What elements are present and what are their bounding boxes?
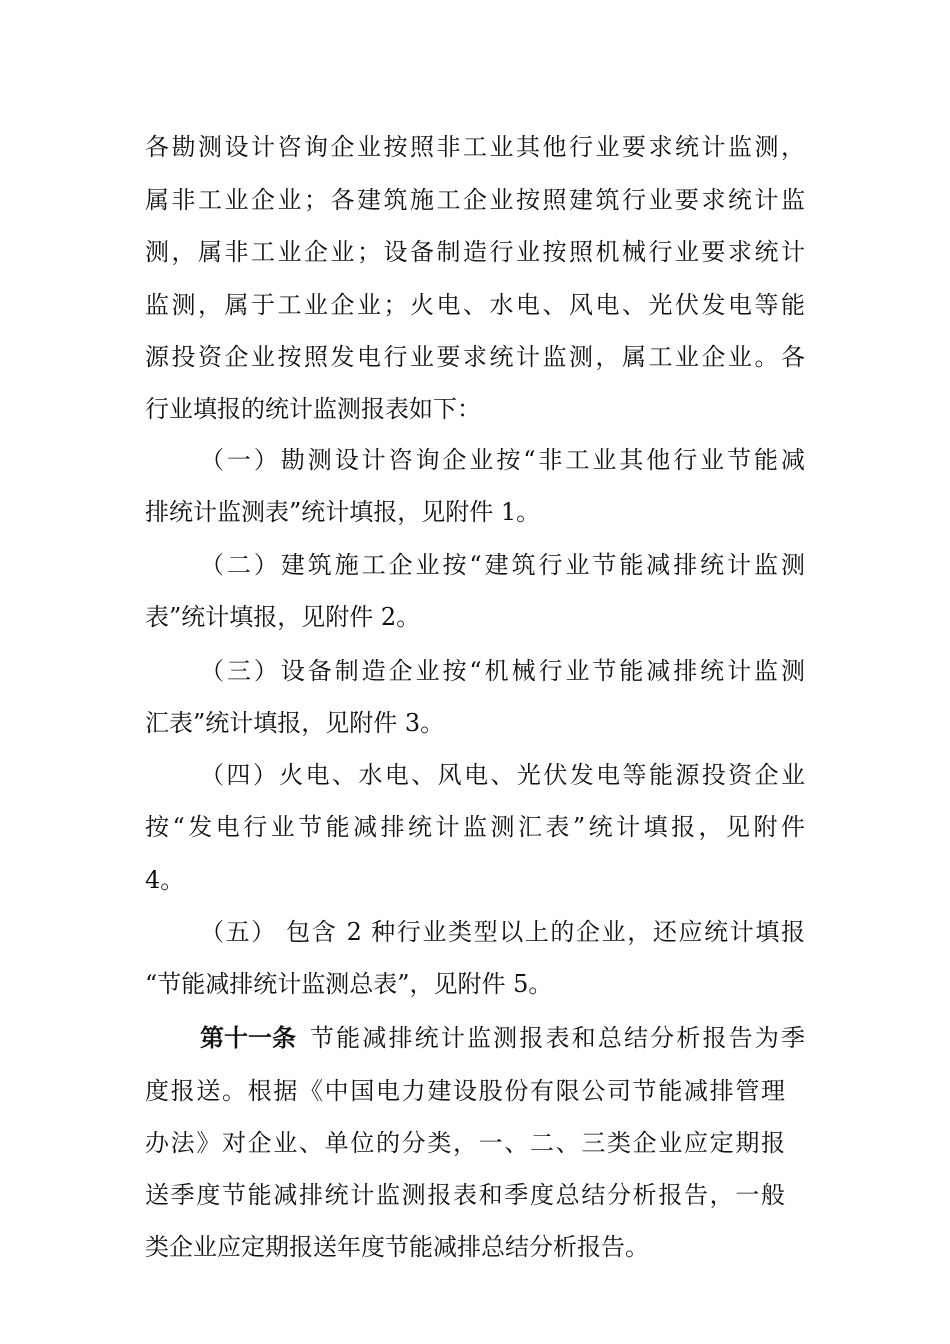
item-5-line-2: “节能减排统计监测总表”，见附件 5。: [145, 970, 553, 998]
item-4-line-2: 按“发电行业节能减排统计监测汇表”统计填报，见附件: [145, 813, 805, 841]
item-3-line-1: （三）设备制造企业按“机械行业节能减排统计监测: [200, 657, 805, 685]
article-line-2: 度报送。根据《中国电力建设股份有限公司节能减排管理: [145, 1077, 785, 1105]
article-line-5: 类企业应定期报送年度节能减排总结分析报告。: [145, 1233, 649, 1261]
item-2-line-1: （二）建筑施工企业按“建筑行业节能减排统计监测: [200, 551, 805, 579]
item-4-line-1: （四）火电、水电、风电、光伏发电等能源投资企业: [200, 761, 805, 789]
item-4-line-3: 4。: [145, 866, 185, 894]
paragraph-line-2: 属非工业企业；各建筑施工企业按照建筑行业要求统计监: [145, 186, 805, 214]
article-label: 第十一条: [200, 1024, 296, 1052]
article-line-1: 节能减排统计监测报表和总结分析报告为季: [310, 1024, 805, 1052]
item-3-line-2: 汇表”统计填报，见附件 3。: [145, 709, 445, 737]
item-1-line-2: 排统计监测表”统计填报，见附件 1。: [145, 498, 541, 526]
paragraph-line-5: 源投资企业按照发电行业要求统计监测，属工业企业。各: [145, 343, 805, 371]
paragraph-line-1: 各勘测设计咨询企业按照非工业其他行业要求统计监测，: [145, 133, 805, 161]
item-2-line-2: 表”统计填报，见附件 2。: [145, 603, 421, 631]
paragraph-line-3: 测，属非工业企业；设备制造行业按照机械行业要求统计: [145, 238, 805, 266]
article-line-3: 办法》对企业、单位的分类，一、二、三类企业应定期报: [145, 1129, 785, 1157]
item-1-line-1: （一）勘测设计咨询企业按“非工业其他行业节能减: [200, 446, 805, 474]
paragraph-line-6: 行业填报的统计监测报表如下：: [145, 395, 481, 423]
item-5-line-1: （五） 包含 2 种行业类型以上的企业，还应统计填报: [200, 918, 805, 946]
article-line-4: 送季度节能减排统计监测报表和季度总结分析报告，一般: [145, 1181, 785, 1209]
paragraph-line-4: 监测，属于工业企业；火电、水电、风电、光伏发电等能: [145, 291, 805, 319]
